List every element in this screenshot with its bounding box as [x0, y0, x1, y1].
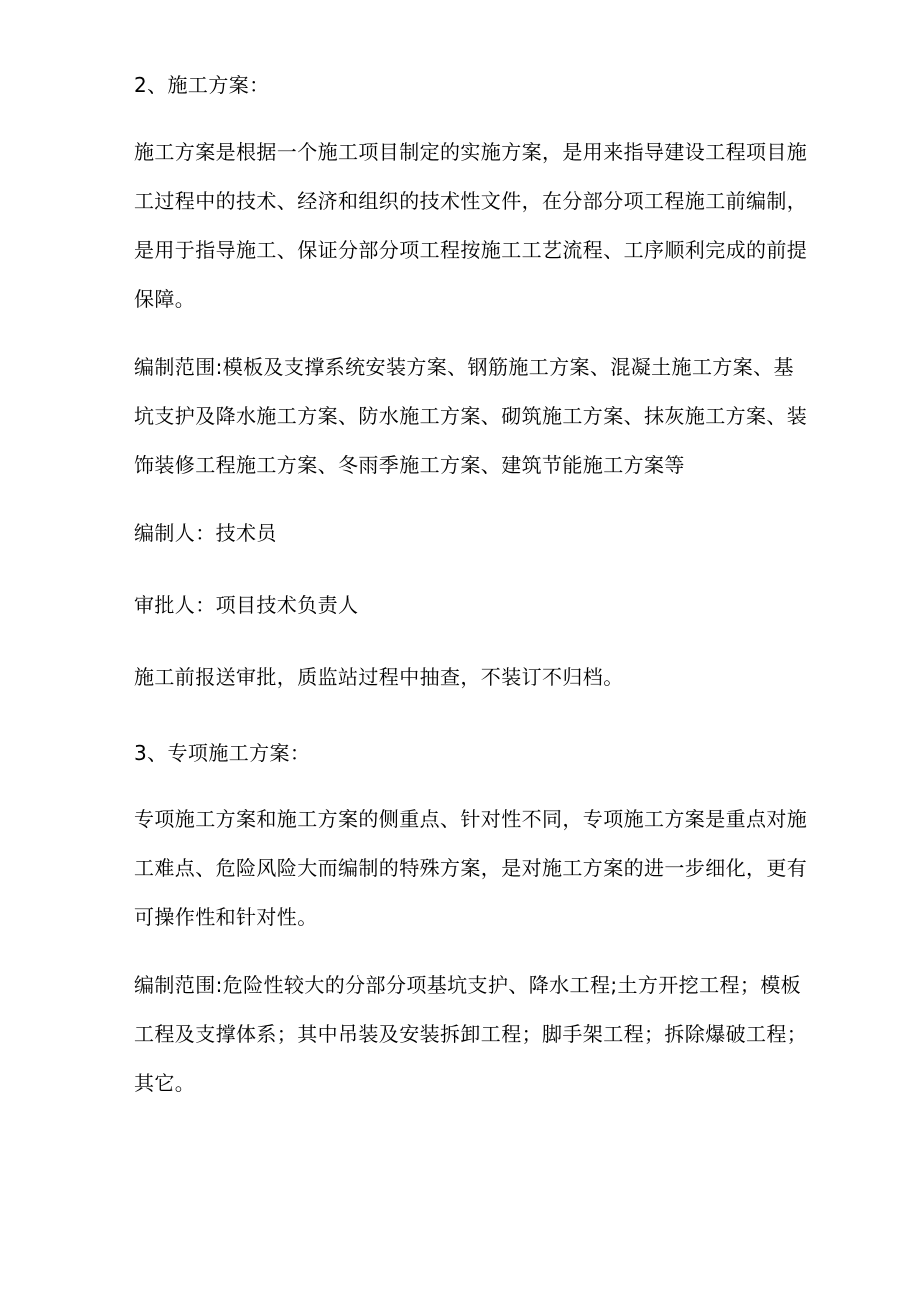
section-2-heading-text: 2、施工方案：	[134, 73, 270, 97]
paragraph-line: 坑支护及降水施工方案、防水施工方案、砌筑施工方案、抹灰施工方案、装	[134, 404, 808, 428]
approval-note-line	[134, 653, 814, 702]
compiler-line	[134, 509, 814, 558]
section-3-heading-text: 3、专项施工方案：	[134, 741, 311, 765]
approver-text: 审批人：项目技术负责人	[134, 593, 359, 617]
section-2-heading	[134, 61, 814, 110]
section-2-description-paragraph	[134, 128, 814, 324]
paragraph-line: 饰装修工程施工方案、冬雨季施工方案、建筑节能施工方案等	[134, 453, 685, 477]
paragraph-line: 工程及支撑体系；其中吊装及安装拆卸工程；脚手架工程；拆除爆破工程；	[134, 1022, 808, 1046]
paragraph-line: 可操作性和针对性。	[134, 905, 318, 929]
approval-note-text: 施工前报送审批，质监站过程中抽查，不装订不归档。	[134, 665, 624, 689]
paragraph-line: 是用于指导施工、保证分部分项工程按施工工艺流程、工序顺利完成的前提	[134, 238, 808, 262]
section-3-description-paragraph	[134, 795, 814, 942]
paragraph-line: 专项施工方案和施工方案的侧重点、针对性不同，专项施工方案是重点对施	[134, 807, 808, 831]
section-3-heading	[134, 729, 814, 778]
paragraph-line: 工过程中的技术、经济和组织的技术性文件，在分部分项工程施工前编制，	[134, 189, 808, 213]
section-2-scope-paragraph	[134, 343, 814, 490]
approver-line	[134, 581, 814, 630]
compiler-text: 编制人：技术员	[134, 521, 277, 545]
paragraph-line: 施工方案是根据一个施工项目制定的实施方案，是用来指导建设工程项目施	[134, 140, 808, 164]
paragraph-line: 工难点、危险风险大而编制的特殊方案，是对施工方案的进一步细化，更有	[134, 856, 808, 880]
paragraph-line: 编制范围:模板及支撑系统安装方案、钢筋施工方案、混凝土施工方案、基	[134, 355, 794, 379]
paragraph-line: 保障。	[134, 287, 196, 311]
section-3-scope-paragraph	[134, 961, 814, 1108]
paragraph-line: 编制范围:危险性较大的分部分项基坑支护、降水工程;土方开挖工程；模板	[134, 973, 802, 997]
paragraph-line: 其它。	[134, 1071, 196, 1095]
